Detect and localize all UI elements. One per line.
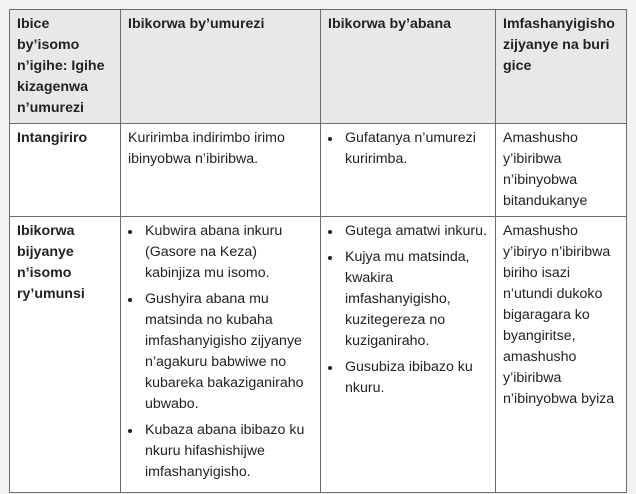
table-row xyxy=(10,217,627,493)
header-children-activities: Ibikorwa by’abana xyxy=(321,10,496,124)
list-item: • Gusubiza ibibazo ku nkuru. xyxy=(342,357,489,399)
list-item: • Kubwira abana inkuru (Gasore na Keza) kabinjiza mu isomo. xyxy=(142,221,314,284)
row-section-label: Ibikorwa bijyanye n’isomo ry’umunsi xyxy=(10,217,121,493)
list-item: • Kujya mu matsinda, kwakira imfashanyigisho, kuzitegereza no kuziganiraho. xyxy=(342,247,489,352)
children-activity-list xyxy=(328,221,489,399)
list-item: • Gushyira abana mu matsinda no kubaha imfashanyigisho zijyanye n’agakuru babwiwe no kubareka bakaziganiraho ubwabo. xyxy=(142,289,314,415)
row-section-label: Intangiriro xyxy=(10,124,121,217)
header-materials: Imfashanyigisho zijyanye na buri gice xyxy=(496,10,627,124)
list-item: • Gutega amatwi inkuru. xyxy=(342,221,489,242)
children-activity-list xyxy=(328,128,489,170)
materials-cell: Amashusho y’ibiryo n’ibiribwa biriho isazi n’utundi dukoko bigaragara ko byangiritse, amashusho y’ibiribwa n’ibinyobwa byiza xyxy=(496,217,627,493)
teacher-activity-cell xyxy=(121,217,321,493)
list-item: • Gufatanya n’umurezi kuririmba. xyxy=(342,128,489,170)
header-teacher-activities: Ibikorwa by’umurezi xyxy=(121,10,321,124)
table-row xyxy=(10,124,627,217)
materials-cell: Amashusho y’ibiribwa n’ibinyobwa bitandukanye xyxy=(496,124,627,217)
children-activity-cell xyxy=(321,124,496,217)
children-activity-cell[interactable] xyxy=(321,217,496,493)
list-item: • Kubaza abana ibibazo ku nkuru hifashishijwe imfashanyigisho. xyxy=(142,420,314,483)
teacher-activity-cell: Kuririmba indirimbo irimo ibinyobwa n’ibiribwa. xyxy=(121,124,321,217)
header-section-time: Ibice by’isomo n’igihe: Igihe kizagenwa n’umurezi xyxy=(10,10,121,124)
table-header-row xyxy=(10,10,627,124)
teacher-activity-list xyxy=(128,221,314,483)
lesson-plan-table xyxy=(9,9,627,493)
